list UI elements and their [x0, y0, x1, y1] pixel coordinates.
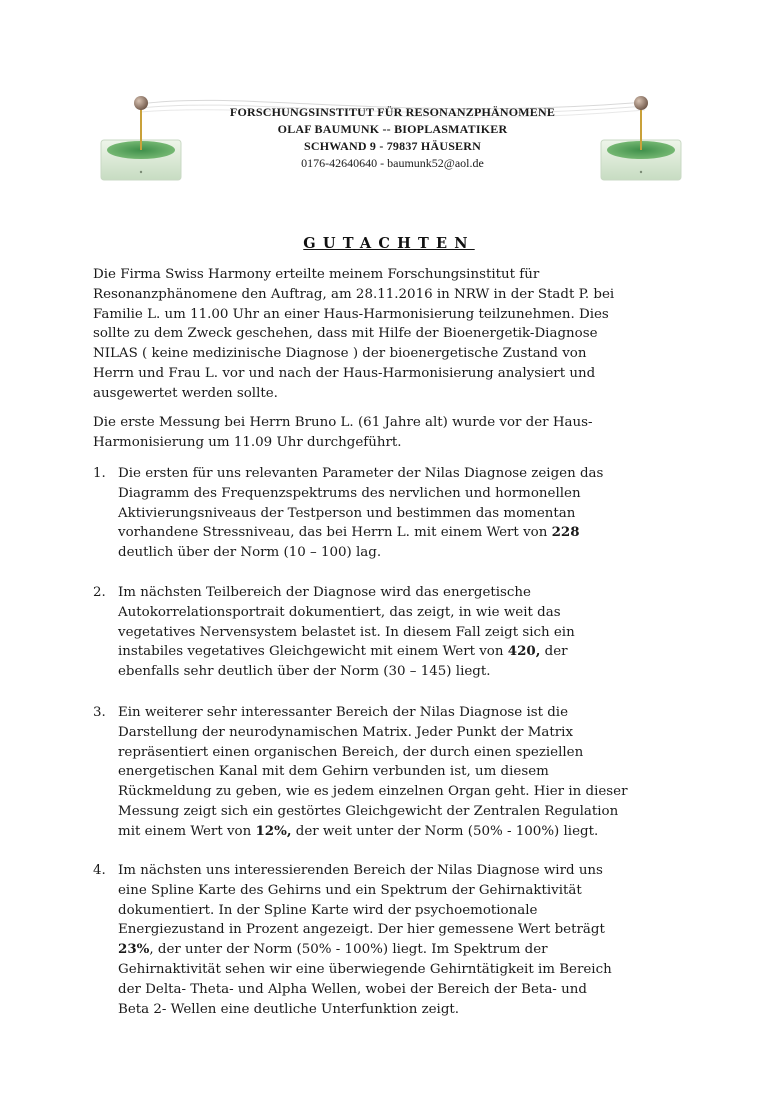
regulation-value: 12%,	[255, 822, 292, 839]
text-line: Im nächsten Teilbereich der Diagnose wird das energetische	[118, 585, 531, 600]
list-item-text	[118, 703, 627, 842]
text-line: repräsentiert einen organischen Bereich, der durch einen speziellen	[118, 744, 584, 760]
resonance-device-left-icon	[95, 94, 187, 182]
letterhead	[95, 92, 690, 187]
text-line: Im nächsten uns interessierenden Bereich der Nilas Diagnose wird uns	[118, 863, 603, 878]
vegetative-value: 420,	[507, 643, 541, 660]
text-line: ausgewertet werden sollte.	[93, 385, 278, 401]
text-line	[118, 642, 575, 662]
list-item-number: 4.	[93, 863, 106, 878]
text-line: Rückmeldung zu geben, wie es jedem einzelnen Organ geht. Hier in dieser	[118, 784, 628, 800]
text-line: vegetatives Nervensystem belastet ist. In diesem Fall zeigt sich ein	[118, 624, 575, 640]
text-line	[118, 822, 627, 842]
list-item-number: 3.	[93, 705, 106, 720]
list-item-number: 2.	[93, 585, 106, 600]
text-line: Darstellung der neurodynamischen Matrix. Jeder Punkt der Matrix	[118, 724, 574, 740]
energy-value: 23%	[118, 941, 150, 958]
text-line: Energiezustand in Prozent angezeigt. Der hier gemessene Wert beträgt	[118, 922, 605, 938]
text-line: Gehirnaktivität sehen wir eine überwiegende Gehirntätigkeit im Bereich	[118, 961, 612, 977]
text-line: Aktivierungsniveaus der Testperson und bestimmen das momentan	[118, 505, 576, 521]
address: SCHWAND 9 - 79837 HÄUSERN	[303, 139, 481, 153]
text-line: Familie L. um 11.00 Uhr an einer Haus-Harmonisierung teilzunehmen. Dies	[93, 306, 609, 322]
list-item-text	[118, 464, 603, 563]
text-line: eine Spline Karte des Gehirns und ein Spektrum der Gehirnaktivität	[118, 882, 582, 898]
text-line: Die Firma Swiss Harmony erteilte meinem Forschungsinstitut für	[93, 267, 540, 282]
text-segment: mit einem Wert von	[118, 823, 256, 839]
text-line: Ein weiterer sehr interessanter Bereich der Nilas Diagnose ist die	[118, 705, 569, 720]
text-line: ebenfalls sehr deutlich über der Norm (30 – 145) liegt.	[118, 664, 491, 680]
list-item-text	[118, 583, 575, 682]
text-line: der Delta- Theta- und Alpha Wellen, wobei der Bereich der Beta- und	[118, 981, 587, 997]
stress-value: 228	[551, 524, 580, 541]
text-line	[118, 940, 612, 960]
text-line: Die erste Messung bei Herrn Bruno L. (61 Jahre alt) wurde vor der Haus-	[93, 415, 593, 430]
text-segment: der weit unter der Norm (50% - 100%) liegt.	[291, 823, 599, 839]
text-segment: vorhandene Stressniveau, das bei Herrn L. mit einem Wert von	[118, 525, 552, 541]
text-line: dokumentiert. In der Spline Karte wird der psychoemotionale	[118, 902, 538, 918]
institute-name: FORSCHUNGSINSTITUT FÜR RESONANZPHÄNOMENE	[229, 105, 556, 119]
text-line: NILAS ( keine medizinische Diagnose ) der bioenergetische Zustand von	[93, 346, 587, 362]
text-line: Harmonisierung um 11.09 Uhr durchgeführt.	[93, 434, 402, 450]
contact: 0176-42640640 - baumunk52@aol.de	[301, 156, 484, 170]
text-line: Diagramm des Frequenzspektrums des nervlichen und hormonellen	[118, 485, 581, 501]
text-segment: instabiles vegetatives Gleichgewicht mit einem Wert von	[118, 644, 508, 660]
text-segment: der	[540, 644, 568, 660]
resonance-device-right-icon	[595, 94, 687, 182]
intro-paragraph	[93, 265, 693, 404]
text-line: Resonanzphänomene den Auftrag, am 28.11.2016 in NRW in der Stadt P. bei	[93, 286, 615, 302]
list-item-number: 1.	[93, 466, 106, 481]
list-item-text	[118, 861, 612, 1019]
text-line: Herrn und Frau L. vor und nach der Haus-Harmonisierung analysiert und	[93, 365, 596, 381]
text-segment: , der unter der Norm (50% - 100%) liegt. Im Spektrum der	[149, 942, 548, 958]
text-line: Die ersten für uns relevanten Parameter der Nilas Diagnose zeigen das	[118, 466, 604, 481]
text-line: deutlich über der Norm (10 – 100) lag.	[118, 545, 382, 561]
text-line	[118, 523, 603, 543]
author-name: OLAF BAUMUNK -- BIOPLASMATIKER	[277, 122, 508, 136]
text-line: Autokorrelationsportrait dokumentiert, das zeigt, in wie weit das	[118, 604, 561, 620]
text-line: Beta 2- Wellen eine deutliche Unterfunktion zeigt.	[118, 1001, 460, 1017]
text-line: sollte zu dem Zweck geschehen, dass mit Hilfe der Bioenergetik-Diagnose	[93, 326, 598, 342]
letterhead-text	[190, 104, 595, 172]
text-line: Messung zeigt sich ein gestörtes Gleichgewicht der Zentralen Regulation	[118, 803, 619, 819]
document-title: GUTACHTEN	[303, 235, 475, 252]
text-line: energetischen Kanal mit dem Gehirn verbunden ist, um diesem	[118, 764, 549, 780]
measurement-paragraph	[93, 413, 693, 453]
